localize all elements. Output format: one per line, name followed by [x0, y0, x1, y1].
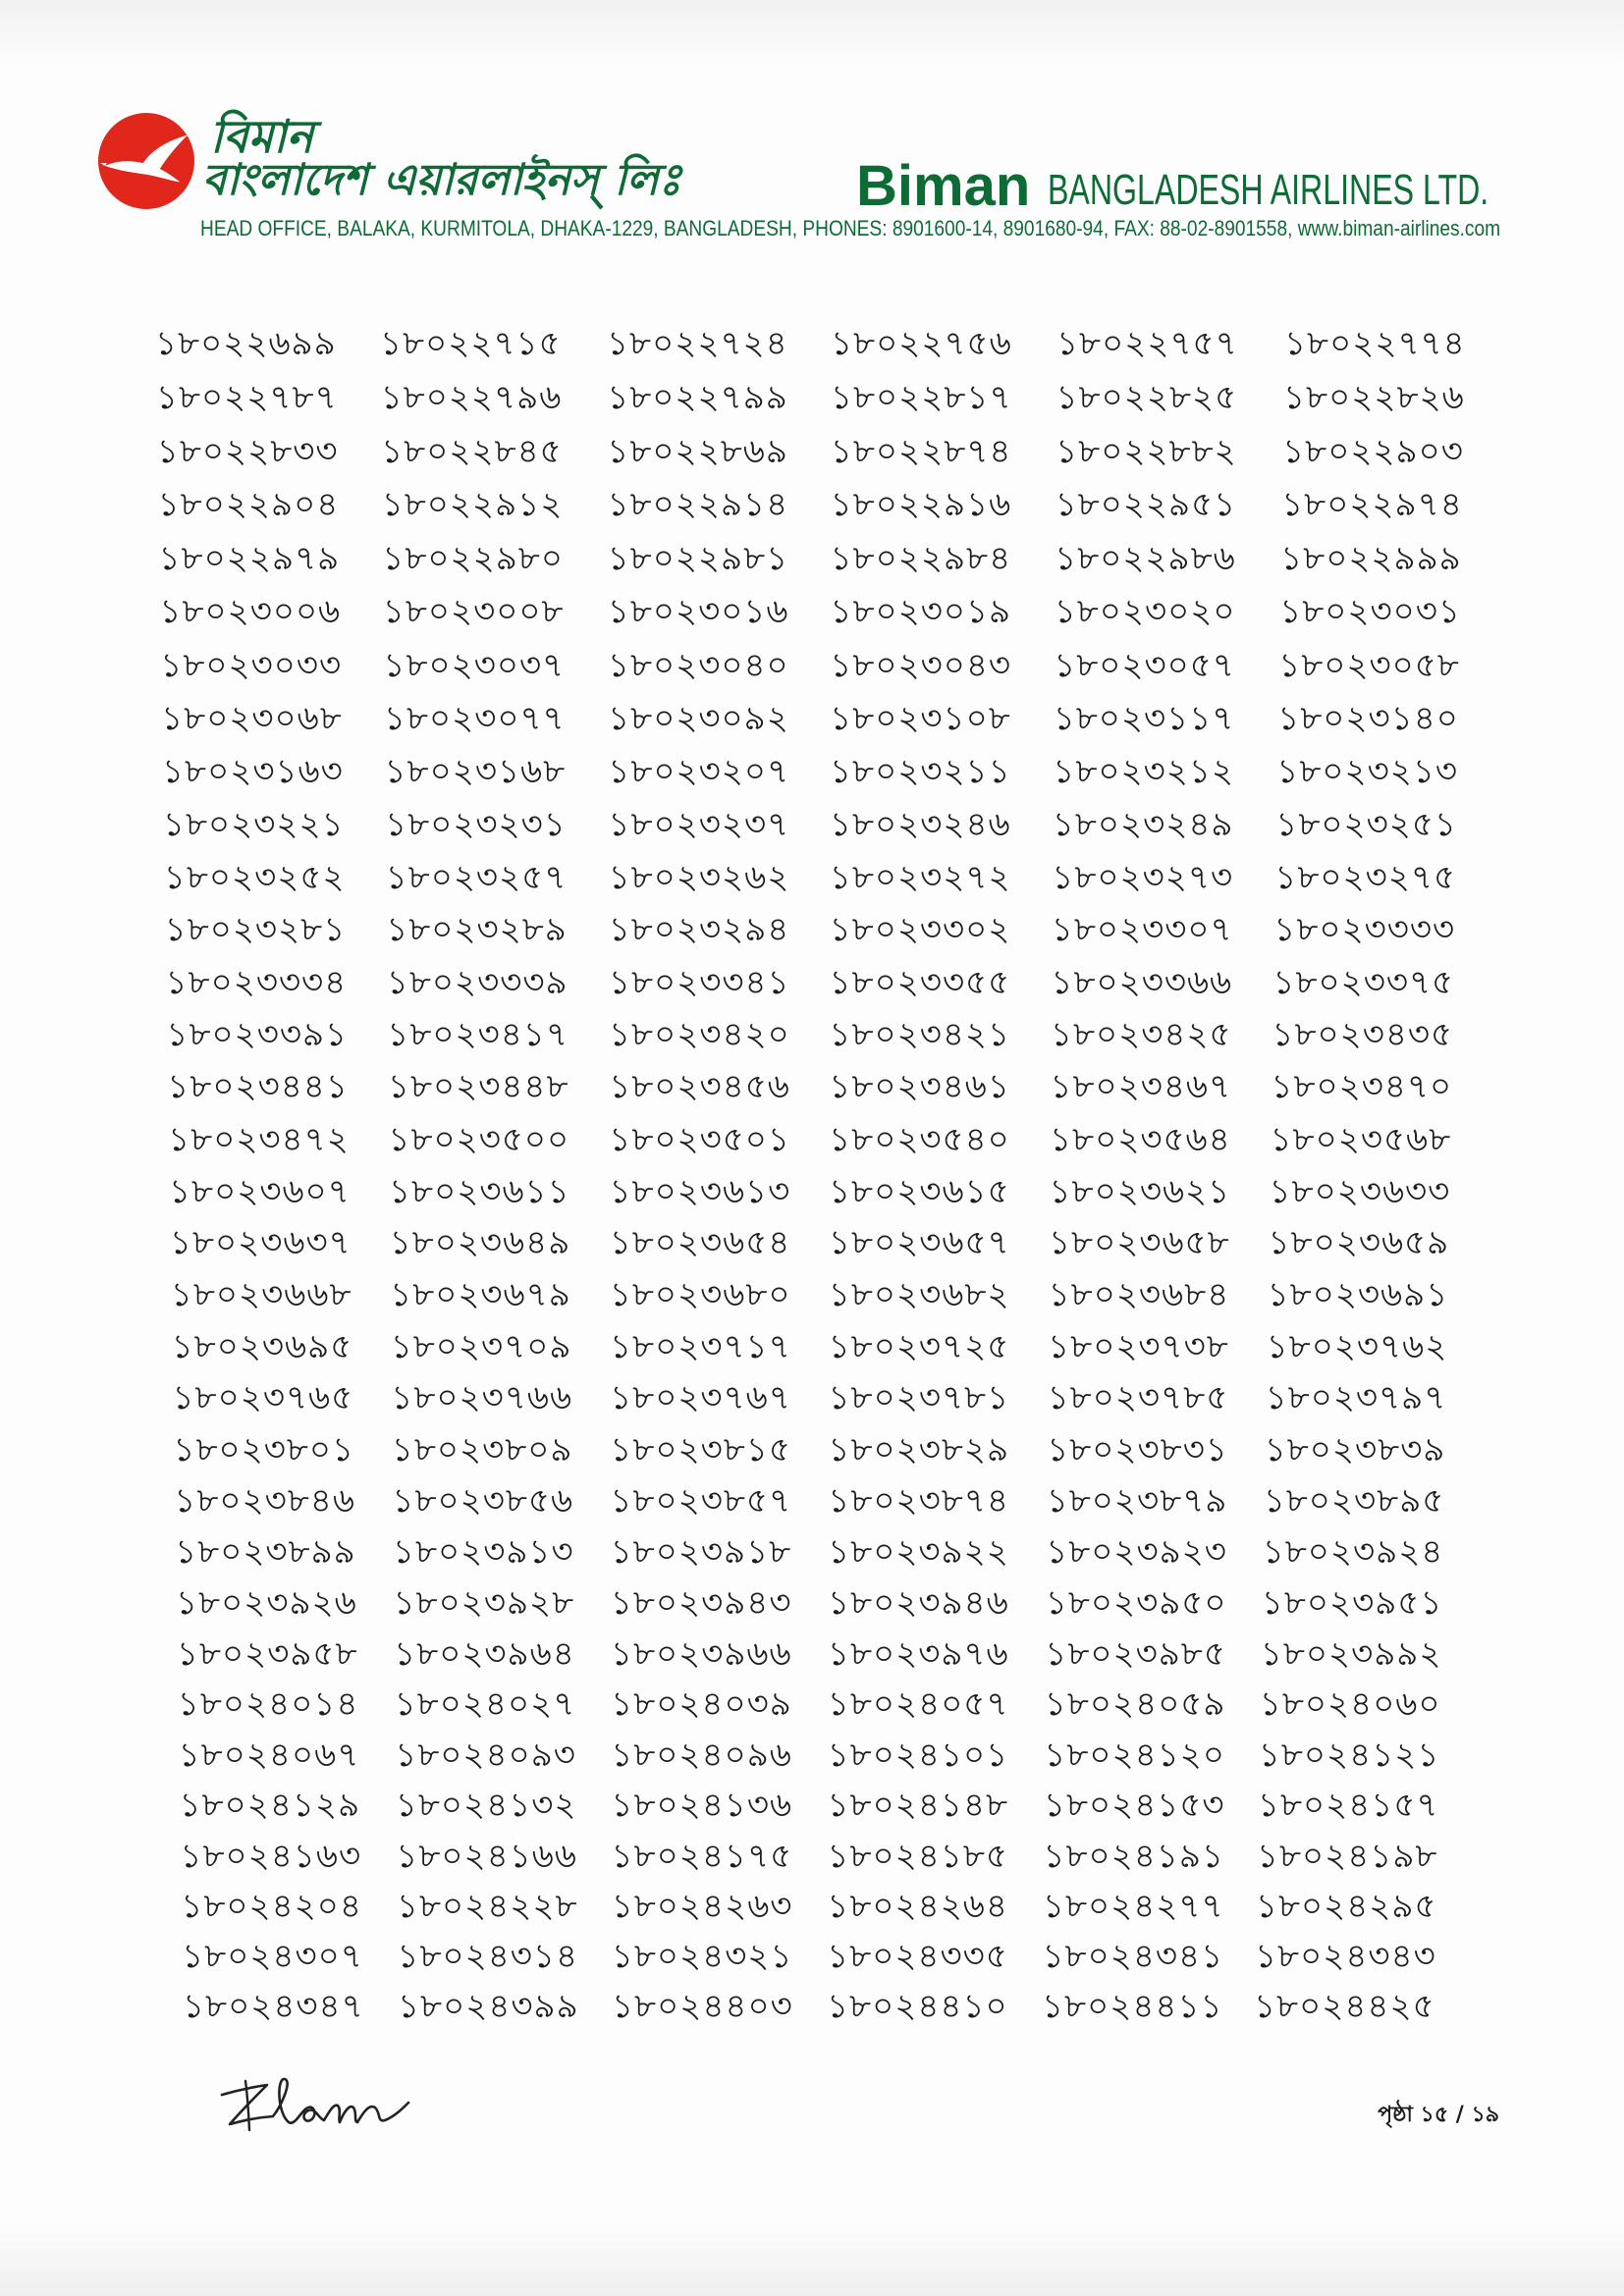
roll-number: ১৮০২৪১৫৭ [1257, 1786, 1439, 1826]
roll-number: ১৮০২৪১৭৫ [611, 1836, 793, 1876]
roll-number: ১৮০২৩৪২৫ [1050, 1015, 1232, 1055]
roll-number: ১৮০২৩০১৯ [830, 592, 1012, 632]
roll-number: ১৮০২৪০২৭ [394, 1684, 576, 1725]
roll-number: ১৮০২৩৯৫৮ [176, 1633, 358, 1674]
roll-number: ১৮০২৩৪৭০ [1271, 1067, 1453, 1107]
roll-number: ১৮০২৩৬৪৯ [389, 1223, 571, 1263]
roll-number: ১৮০২৩৪৬৭ [1050, 1067, 1232, 1107]
roll-number: ১৮০২৩৬৩৭ [169, 1223, 352, 1263]
roll-number: ১৮০২৩৮৫৭ [610, 1480, 792, 1521]
roll-number: ১৮০২২৯৮১ [607, 539, 789, 578]
roll-number: ১৮০২৩৩৪১ [608, 962, 790, 1002]
roll-number: ১৮০২৩০৯২ [608, 698, 789, 738]
roll-number: ১৮০২৩৮৯৫ [1263, 1480, 1445, 1521]
roll-number: ১৮০২৩৯৫০ [1045, 1582, 1227, 1623]
roll-number: ১৮০২২৭৭৪ [1284, 324, 1466, 363]
roll-number: ১৮০২৩৬২১ [1049, 1171, 1231, 1211]
roll-number: ১৮০২৩৭০৯ [390, 1326, 572, 1366]
roll-number: ১৮০২৪১০১ [827, 1735, 1009, 1775]
roll-number: ১৮০২৩৬৯৫ [171, 1326, 353, 1366]
roll-number: ১৮০২৩৫০১ [609, 1119, 790, 1159]
roll-number: ১৮০২৪৩৪৩ [1255, 1937, 1436, 1976]
roll-number: ১৮০২৩৬৮৪ [1048, 1275, 1230, 1315]
roll-number: ১৮০২৪২৬৪ [827, 1887, 1008, 1926]
roll-number: ১৮০২৩৬৮০ [609, 1275, 791, 1315]
roll-number: ১৮০২৪৩০৭ [182, 1937, 363, 1976]
roll-number: ১৮০২৪৪১০ [827, 1987, 1008, 2026]
roll-number: ১৮০২৩৮৩৯ [1264, 1429, 1446, 1469]
roll-number: ১৮০২৪৩২১ [611, 1937, 793, 1976]
roll-number: ১৮০২২৮৭৪ [830, 431, 1012, 471]
roll-number: ১৮০২৩৪৫৬ [609, 1067, 790, 1107]
roll-number: ১৮০২৩০৫৮ [1278, 645, 1460, 685]
roll-number: ১৮০২২৯১৪ [607, 485, 789, 525]
roll-number: ১৮০২৩৭৮১ [828, 1378, 1010, 1418]
roll-number: ১৮০২৩৯২৪ [1262, 1531, 1444, 1572]
roll-number: ১৮০২৩২৩৭ [608, 804, 790, 844]
roll-number: ১৮০২৪১৮৫ [827, 1836, 1008, 1876]
roll-number: ১৮০২৩২৫৭ [385, 857, 568, 897]
roll-number: ১৮০২৩৫৪০ [829, 1119, 1010, 1159]
roll-number: ১৮০২৩৮১৫ [610, 1429, 791, 1469]
roll-number: ১৮০২২৯১৬ [830, 485, 1012, 525]
roll-number: ১৮০২৩০১৬ [607, 592, 789, 632]
roll-number: ১৮০২৩২৭২ [829, 857, 1011, 897]
roll-number: ১৮০২৩৪৬১ [829, 1067, 1010, 1107]
roll-number: ১৮০২৩৮৯৯ [175, 1531, 356, 1572]
roll-number: ১৮০২৩৬৬৮ [170, 1275, 352, 1315]
roll-number: ১৮০২৩০৪৩ [830, 645, 1012, 685]
roll-number: ১৮০২৩৭৬৬ [391, 1378, 573, 1418]
roll-number: ১৮০২৩২১১ [830, 751, 1011, 791]
roll-number: ১৮০২২৮৩৩ [156, 431, 339, 471]
roll-number: ১৮০২৩১৪০ [1277, 698, 1459, 738]
roll-number: ১৮০২৩৩৩৯ [386, 962, 568, 1002]
roll-number: ১৮০২৩০৩৭ [383, 645, 566, 685]
roll-number: ১৮০২৪১৩২ [395, 1786, 577, 1826]
roll-number: ১৮০২৪০৬৭ [178, 1735, 360, 1775]
roll-number: ১৮০২৩৬৭৯ [390, 1275, 571, 1315]
roll-number: ১৮০২৩৮০১ [173, 1429, 355, 1469]
roll-number: ১৮০২৩৪২১ [829, 1015, 1011, 1055]
company-name: BANGLADESH AIRLINES LTD. [1048, 166, 1489, 214]
address-line: HEAD OFFICE, BALAKA, KURMITOLA, DHAKA-1229, BANGLADESH, PHONES: 8901600-14, 8901680-94, FAX: 88-02-8901558, www.biman-airlines.com [200, 216, 1501, 240]
roll-number: ১৮০২৩৬৮২ [828, 1275, 1010, 1315]
roll-number: ১৮০২৩২১২ [1053, 751, 1235, 791]
roll-number: ১৮০২৩৭৬৭ [610, 1378, 791, 1418]
roll-number: ১৮০২২৯৭৪ [1281, 485, 1463, 525]
roll-number: ১৮০২৩৭৩৮ [1048, 1326, 1229, 1366]
roll-number: ১৮০২৩৩৫৫ [829, 962, 1011, 1002]
roll-number: ১৮০২৩২৩১ [385, 804, 567, 844]
roll-number: ১৮০২৩২৮৯ [386, 910, 568, 950]
roll-number: ১৮০২৩৬৯১ [1267, 1275, 1449, 1315]
roll-number: ১৮০২২৭১৫ [380, 324, 562, 363]
roll-number: ১৮০২৩৯৪৬ [828, 1582, 1009, 1623]
roll-number: ১৮০২২৮২৬ [1283, 377, 1465, 417]
roll-number: ১৮০২৪১৯১ [1043, 1836, 1224, 1876]
roll-number: ১৮০২৪০৩৯ [611, 1684, 792, 1725]
roll-number: ১৮০২৪৪২৫ [1254, 1987, 1435, 2026]
roll-number: ১৮০২৩৬১১ [389, 1171, 570, 1211]
roll-number: ১৮০২৪৩৩৫ [827, 1937, 1008, 1976]
roll-number: ১৮০২৩০৩৩ [160, 645, 343, 685]
bengali-name-line1: বিমান [210, 110, 314, 163]
roll-number: ১৮০২৩৯৪৩ [610, 1582, 792, 1623]
roll-number: ১৮০২৪২৭৭ [1042, 1887, 1224, 1926]
roll-number: ১৮০২৪০৬০ [1259, 1684, 1441, 1725]
roll-number: ১৮০২৩৬০৭ [169, 1171, 351, 1211]
roll-number: ১৮০২৩৯৮৫ [1045, 1633, 1226, 1674]
roll-number: ১৮০২৪১২১ [1258, 1735, 1440, 1775]
roll-number: ১৮০২৩৪৩৫ [1272, 1015, 1454, 1055]
roll-number: ১৮০২৩২৭৩ [1052, 857, 1234, 897]
roll-number: ১৮০২৩১৬৩ [162, 751, 344, 791]
roll-number: ১৮০২২৭৫৬ [831, 324, 1012, 363]
roll-number: ১৮০২৪০৫৯ [1044, 1684, 1226, 1725]
roll-number: ১৮০২২৯০৩ [1282, 431, 1464, 471]
roll-number: ১৮০২৩০২০ [1054, 592, 1236, 632]
roll-number: ১৮০২৩৬৫৮ [1049, 1223, 1230, 1263]
roll-number: ১৮০২৪১২৯ [179, 1786, 361, 1826]
roll-number: ১৮০২৪২২৮ [396, 1887, 578, 1926]
roll-number: ১৮০২৪০৫৭ [827, 1684, 1009, 1725]
roll-number: ১৮০২৩৭২৫ [828, 1326, 1010, 1366]
bengali-name-line2: বাংলাদেশ এয়ারলাইনস্ লিঃ [202, 155, 682, 205]
roll-number: ১৮০২৩৮২৯ [828, 1429, 1010, 1469]
roll-number: ১৮০২৪১৯৮ [1256, 1836, 1438, 1876]
roll-number: ১৮০২৪২৯৫ [1255, 1887, 1437, 1926]
roll-number: ১৮০২৩৭৯৭ [1265, 1378, 1447, 1418]
roll-number: ১৮০২৩৪৪৮ [387, 1067, 569, 1107]
roll-number: ১৮০২৩২৪৯ [1052, 804, 1234, 844]
roll-number: ১৮০২২৭৫৭ [1056, 324, 1238, 363]
roll-number: ১৮০২৩২১৩ [1276, 751, 1459, 791]
roll-number: ১৮০২৩৯৬৬ [610, 1633, 792, 1674]
roll-number: ১৮০২৪৩৪৭ [183, 1987, 364, 2026]
roll-number: ১৮০২৩৭৬২ [1266, 1326, 1448, 1366]
roll-number: ১৮০২৩৪১৭ [387, 1015, 568, 1055]
roll-number: ১৮০২৪০৯৩ [395, 1735, 576, 1775]
brand-name: Biman [856, 154, 1031, 218]
roll-number: ১৮০২৩৩৩৪ [165, 962, 348, 1002]
roll-number: ১৮০২৩২৫১ [1275, 804, 1457, 844]
roll-number: ১৮০২৪৪১১ [1042, 1987, 1223, 2026]
roll-number: ১৮০২৩৯৬৪ [394, 1633, 575, 1674]
roll-number: ১৮০২৩৪২০ [609, 1015, 790, 1055]
roll-number: ১৮০২৩৬১৫ [829, 1171, 1010, 1211]
page-number: পৃষ্ঠা ১৫ / ১৯ [1378, 2103, 1499, 2127]
roll-number: ১৮০২৪১৫৩ [1043, 1786, 1225, 1826]
roll-number: ১৮০২৩৯২৩ [1046, 1531, 1227, 1572]
roll-number: ১৮০২৪১৪৮ [827, 1786, 1009, 1826]
roll-number: ১৮০২৩৬১৩ [609, 1171, 791, 1211]
roll-number: ১৮০২২৯৭৯ [158, 539, 341, 578]
roll-number: ১৮০২৩১০৮ [830, 698, 1011, 738]
roll-number: ১৮০২৩৮০৯ [391, 1429, 573, 1469]
roll-number: ১৮০২৩৮৭৪ [828, 1480, 1009, 1521]
roll-number: ১৮০২৩৩৭৫ [1272, 962, 1455, 1002]
roll-number: ১৮০২৩৪৭২ [168, 1119, 350, 1159]
roll-number: ১৮০২২৯১২ [381, 485, 564, 525]
roll-number: ১৮০২৩৭৬৫ [172, 1378, 354, 1418]
roll-number: ১৮০২২৯৯৯ [1280, 539, 1462, 578]
roll-number: ১৮০২২৭৮৭ [155, 377, 338, 417]
roll-number: ১৮০২৪১৩৬ [611, 1786, 793, 1826]
roll-number: ১৮০২৪২০৪ [181, 1887, 362, 1926]
roll-number: ১৮০২৩০৭৭ [383, 698, 566, 738]
roll-number: ১৮০২৩১৬৮ [384, 751, 567, 791]
roll-number: ১৮০২৩৯২৬ [176, 1582, 357, 1623]
roll-number: ১৮০২২৭৯৯ [607, 377, 788, 417]
roll-number: ১৮০২৩৩৬৬ [1051, 962, 1233, 1002]
roll-number: ১৮০২৩২৪৬ [829, 804, 1011, 844]
roll-number: ১৮০২৩৭১৭ [610, 1326, 791, 1366]
roll-number: ১৮০২৩৬৫৭ [828, 1223, 1010, 1263]
roll-number: ১৮০২২৮৮২ [1056, 431, 1237, 471]
roll-number: ১৮০২৩১১৭ [1053, 698, 1235, 738]
roll-number: ১৮০২৩০৩১ [1279, 592, 1461, 632]
roll-number: ১৮০২২৯৮০ [382, 539, 564, 578]
roll-number: ১৮০২৩২০৭ [608, 751, 790, 791]
roll-number: ১৮০২২৮২৫ [1056, 377, 1238, 417]
roll-number: ১৮০২৪২৬৩ [611, 1887, 793, 1926]
roll-number: ১৮০২৩৫০০ [388, 1119, 570, 1159]
roll-number: ১৮০২৩৬৫৪ [609, 1223, 791, 1263]
signature [216, 2071, 412, 2140]
roll-number: ১৮০২৩৭৮৫ [1047, 1378, 1229, 1418]
roll-number: ১৮০২৩০৫৭ [1054, 645, 1235, 685]
roll-number: ১৮০২২৮৪৫ [381, 431, 563, 471]
roll-number: ১৮০২৩৯১৮ [610, 1531, 792, 1572]
roll-number: ১৮০২৩৪৪১ [167, 1067, 349, 1107]
roll-number: ১৮০২২৯৮৪ [830, 539, 1012, 578]
roll-number: ১৮০২৩৫৬৮ [1270, 1119, 1452, 1159]
roll-number: ১৮০২৩৮৫৬ [392, 1480, 574, 1521]
roll-number: ১৮০২৪১৬৬ [396, 1836, 577, 1876]
roll-number: ১৮০২৪১৬৩ [180, 1836, 362, 1876]
roll-number: ১৮০২৩২৫২ [163, 857, 346, 897]
roll-number: ১৮০২৪৩১৪ [397, 1937, 579, 1976]
roll-number: ১৮০২২৬৯৯ [155, 324, 337, 363]
roll-number: ১৮০২৩৯২৮ [393, 1582, 575, 1623]
roll-number: ১৮০২৩০০৬ [159, 592, 342, 632]
roll-number: ১৮০২২৮৬৯ [607, 431, 788, 471]
roll-number: ১৮০২৩৯১৩ [392, 1531, 574, 1572]
roll-number: ১৮০২৪১২০ [1044, 1735, 1225, 1775]
roll-number: ১৮০২৪০১৪ [177, 1684, 359, 1725]
roll-number: ১৮০২২৯৮৬ [1055, 539, 1236, 578]
roll-number: ১৮০২৪৩৯৯ [398, 1987, 579, 2026]
roll-number: ১৮০২৩২৯৪ [608, 910, 790, 950]
roll-number: ১৮০২২৯০৪ [157, 485, 340, 525]
roll-number: ১৮০২৩৬৩৩ [1269, 1171, 1451, 1211]
roll-number: ১৮০২৩৯৫১ [1261, 1582, 1443, 1623]
roll-number: ১৮০২৩৫৬৪ [1050, 1119, 1231, 1159]
roll-number: ১৮০২৩৯৭৬ [827, 1633, 1009, 1674]
roll-number: ১৮০২২৮১৭ [830, 377, 1012, 417]
roll-number: ১৮০২৩০৪০ [607, 645, 789, 685]
roll-number: ১৮০২৩৩০২ [829, 910, 1011, 950]
roll-number: ১৮০২৩৬৫৯ [1268, 1223, 1450, 1263]
roll-number: ১৮০২২৭৯৬ [380, 377, 563, 417]
roll-number: ১৮০২৩৮৩১ [1047, 1429, 1228, 1469]
roll-number: ১৮০২৩৩৯১ [166, 1015, 349, 1055]
roll-number: ১৮০২২৯৫১ [1055, 485, 1237, 525]
roll-number: ১৮০২৪০৯৬ [611, 1735, 792, 1775]
roll-number: ১৮০২৩৮৪৬ [174, 1480, 355, 1521]
roll-number: ১৮০২৩০৬৮ [161, 698, 343, 738]
roll-number: ১৮০২৪৪০৩ [612, 1987, 793, 2026]
roll-number: ১৮০২৩২২১ [162, 804, 345, 844]
roll-number: ১৮০২৩৮৭৯ [1046, 1480, 1228, 1521]
roll-number: ১৮০২৩৯৯২ [1260, 1633, 1442, 1674]
roll-number: ১৮০২৩৩৩৩ [1273, 910, 1456, 950]
roll-number: ১৮০২৩২৮১ [164, 910, 347, 950]
roll-number: ১৮০২৩২৬২ [608, 857, 790, 897]
roll-number: ১৮০২৩২৭৫ [1274, 857, 1457, 897]
signature-icon [216, 2071, 412, 2140]
roll-number: ১৮০২৪৩৪১ [1042, 1937, 1224, 1976]
roll-number: ১৮০২৩৯২২ [828, 1531, 1009, 1572]
roll-number: ১৮০২৩০০৮ [382, 592, 565, 632]
roll-number: ১৮০২২৭২৪ [607, 324, 788, 363]
roll-number: ১৮০২৩৩০৭ [1051, 910, 1233, 950]
